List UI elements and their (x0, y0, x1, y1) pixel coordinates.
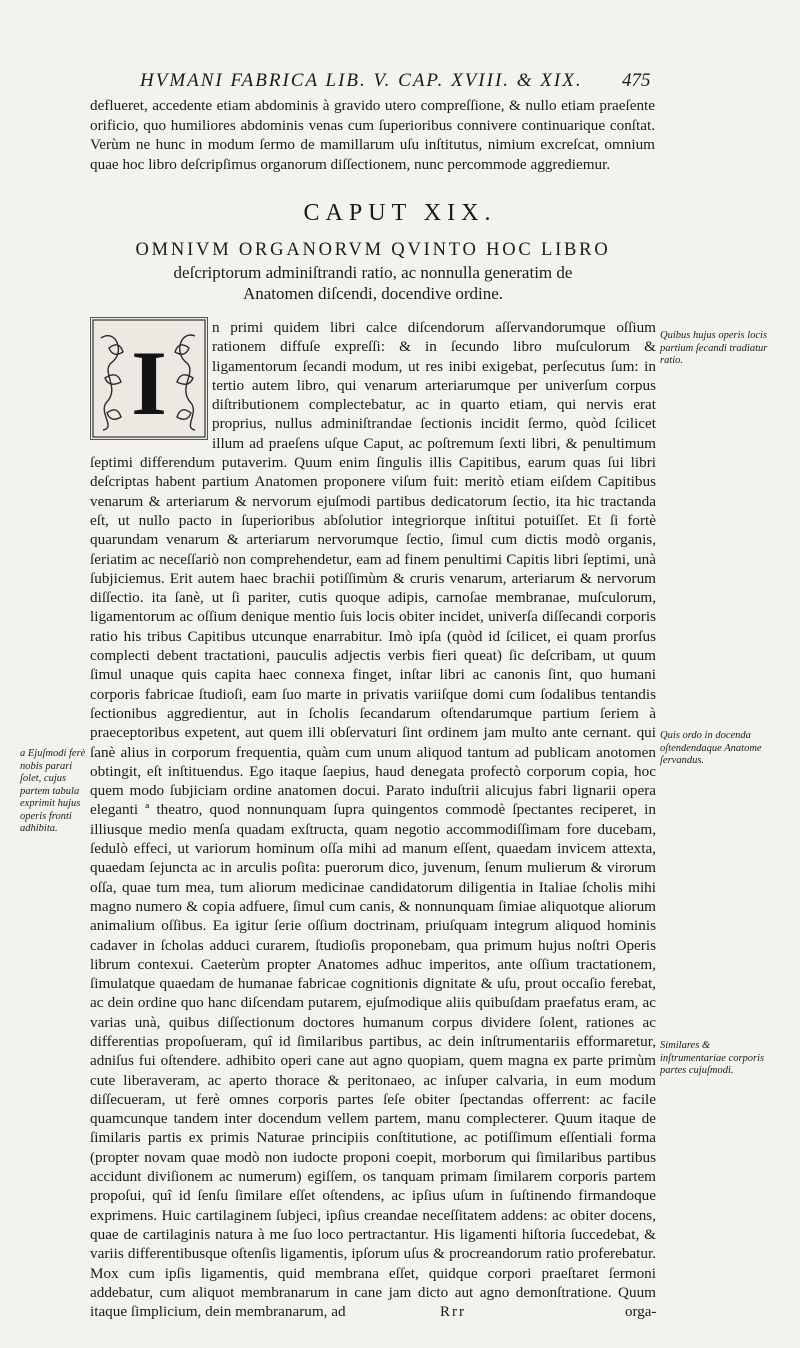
signature-mark: Rrr (440, 1304, 466, 1320)
margin-note-right-2: Quis ordo in docenda oſtendendaque Anatome ſervandus. (660, 730, 762, 766)
running-title: HVMANI FABRICA LIB. V. CAP. XVIII. & XIX. (140, 70, 583, 91)
chapter-subtitle (90, 262, 656, 304)
margin-note-right-1: Quibus hujus operis locis partium ſecandi tradiatur ratio. (660, 330, 768, 366)
intro-text: deflueret, accedente etiam abdominis à gravido utero compreſſione, & nullo etiam praeſente orificio, quo humiliores abdominis venas cum ſuperioribus connivere continuarique conſtat. Verùm ne hunc in modum ſermo de mamillarum uſu inſtitutus, nimium excreſcat, omnium quae hoc libro deſcripſimus organorum diſſectionem, nunc percommode aggrediemur. (90, 97, 655, 173)
body-text: n primi quidem libri calce diſcendorum aſſervandorumque oſſium rationem diffuſe expreſſi: & in ſecundo libro muſculorum & ligamentorum ſecandi modum, ut res inibi exigebat, perſecutus ſum: in tertio autem libro, qui venarum arteriarumque per univerſum corpus diſtributionem complectebatur, ac in quarto etiam, qui nervis erat proprius, nullus adminiſtrandae ſectionis incidit ſermo, quòd ſcilicet illum ad praeſens uſque Caput, ac poſtremum ſexti libri, & penultimum ſeptimi differendum putaverim. Quum enim ſingulis illis Capitibus, earum quas ſui libri deſcriptas habent partium Anatomen proponere viſum fuit: meritò etiam eiſdem Capitibus venarum & arteriarum & nervorum ejuſmodi partibus dedicatorum ſectio, ita hic tractanda eſt, ut nullo pacto in ſuperioribus abſolutior integriorque inſtitui potuiſſet. Et ſi fortè quarundam venarum & arteriarum nervorumque ſectio, ſimul cum dictis modò organis, ſeriatim ac neceſſariò non comprehendetur, eam ad finem penultimi Capitis libri ſeptimi, unà ſubjiciemus. Erit autem haec brachii potiſſimùm & cruris venarum, arteriarum & nervorum diſſectio. ita ſanè, ut ſi pariter, cutis quoque adipis, carnoſae membranae, muſculorum, ligamentorum ac oſſium denique mentio ſuis locis obiter incidet, univerſa diſſecandi corporis ratio his tribus Capitibus utcunque enarrabitur. Imò ipſa (quòd id ſcilicet, ei quam prorſus complecti debent tractationi, pauculis adjectis verbis fieri queat) ſic deſcribam, ut quum ſimul unaque quis capita haec connexa finget, inſtar libri ac canonis ſint, quo humani corporis fabricae ſtudioſi, eam ſuo marte in privatis variiſque domi cum ſodalibus tentandis ſectionibus aggredientur, aut in ſcholis ſecandarum oſtendarumque partium ſeriem à praeceptoribus expetent, aut quem illi obſervaturi ſint ordinem jam multo ante cernant. qui ſanè alius in corporum frequentia, quàm cum unum aliquod tantum ad publicam anotomen obtingit, eſt inſtituendus. Ego itaque ſaepius, haud denegata profectò corporum copia, hoc quem modo ſubjiciam ordine anatomen docui. Parato induſtrii alicujus fabri lignarii opera eleganti ª theatro, quod nonnunquam ſupra quingentos commodè ſpectantes reciperet, in illiusque medio menſa quadam exſtructa, quam negotio accommodiſſimam fore ducebam, ſedulò effeci, ut variorum hominum oſſa mihi ad manum eſſent, quaedam invicem attexta, quaedam ſejuncta ac in arculis poſita: puerorum dico, juvenum, ſenum mulierum & virorum oſſa, quae tum mea, tum aliorum medicinae candidatorum diligentia in Italiae ſcholis mihi magno numero & copia adfuere, ſimul cum canis, & nonnunquam ſimiae aliquotque aliorum animalium oſſibus. Ea igitur ſerie oſſium doctrinam, priuſquam integrum aliquod hominis cadaver in ſcholas adduci curarem, ſtudioſis proponebam, qua primum hujus noſtri Operis librum contexui. Caeterùm propter Anatomes adhuc imperitos, ante oſſium tractationem, ſimulatque quaedam de humanae fabricae cognitionis dignitate & uſu, prout occaſio ferebat, ac dein ordine quo hanc diſcendam putarem, ejuſmodique aliis quibuſdam praefatus eram, ac varias unà, quibus diſſectionum doctores humanum corpus dividere ſolent, rationes ac differentias propoſueram, quî id ſimilaribus partibus, ac dein inſtrumentariis efformaretur, adniſus fui oſtendere. adhibito operi cane aut agno quopiam, quem magna ex parte primùm cute liberaveram, ac aperto thorace & peritonaeo, ac inſuper calvaria, in eum modum diſſecueram, ut ferè omnes corporis partes ſeſe obiter ſpectandas offerrent: ac facile quamcunque tandem inter docendum vellem partem, manu complecterer. Quum itaque de ſimilaris partis ex primis Naturae principiis conſtitutione, ac potiſſimum eſſentiali forma (propter novam quae modò non iudocte proponi coepit, morborum qui ſimilaribus partibus accidunt diviſionem ac numerum) egiſſem, os tanquam primam ſimilarem corporis partem propoſui, quî id ſenſu ſimilare eſſet oſtendens, ac ipſius uſum in ſuſtinendo firmandoque exprimens. Huic cartilaginem ſubjeci, ipſius creandae neceſſitatem addens: ac obiter docens, quae de cartilaginis natura à me ſuo loco pertractantur. His ligamenti hiſtoria ſuccedebat, & variis differentibusque oſtenſis ligamentis, ipſorum uſus & procreandorum ratio proferebatur. Mox cum ipſis ligamentis, quid membrana eſſet, quidque corpori praeſtaret ſermoni addebatur, cum aliquot membranarum in cane jam dicto aut agno demonſtratione. Quum itaque ſimplicium, dein membranarum, ad (90, 319, 656, 1321)
catchword: orga- (625, 1304, 657, 1320)
chapter-body (90, 318, 656, 1321)
chapter-number: CAPUT XIX. (303, 200, 497, 226)
intro-paragraph (90, 96, 655, 174)
margin-note-left-1: a Ejuſmodi ferè nobis parari ſolet, cujus partem tabula exprimit hujus operis fronti adhibita. (20, 748, 86, 834)
page-number: 475 (622, 70, 651, 91)
chapter-subtitle-line-1: deſcriptorum adminiſtrandi ratio, ac nonnulla generatim de (173, 263, 573, 282)
margin-note-right-3: Similares & inſtrumentariae corporis partes cujuſmodi. (660, 1040, 765, 1076)
chapter-title: OMNIVM ORGANORVM QVINTO HOC LIBRO (135, 240, 611, 260)
dropcap-letter: I (131, 332, 167, 434)
initial-spacer (90, 318, 212, 441)
chapter-subtitle-line-2: Anatomen diſcendi, docendive ordine. (242, 284, 504, 303)
